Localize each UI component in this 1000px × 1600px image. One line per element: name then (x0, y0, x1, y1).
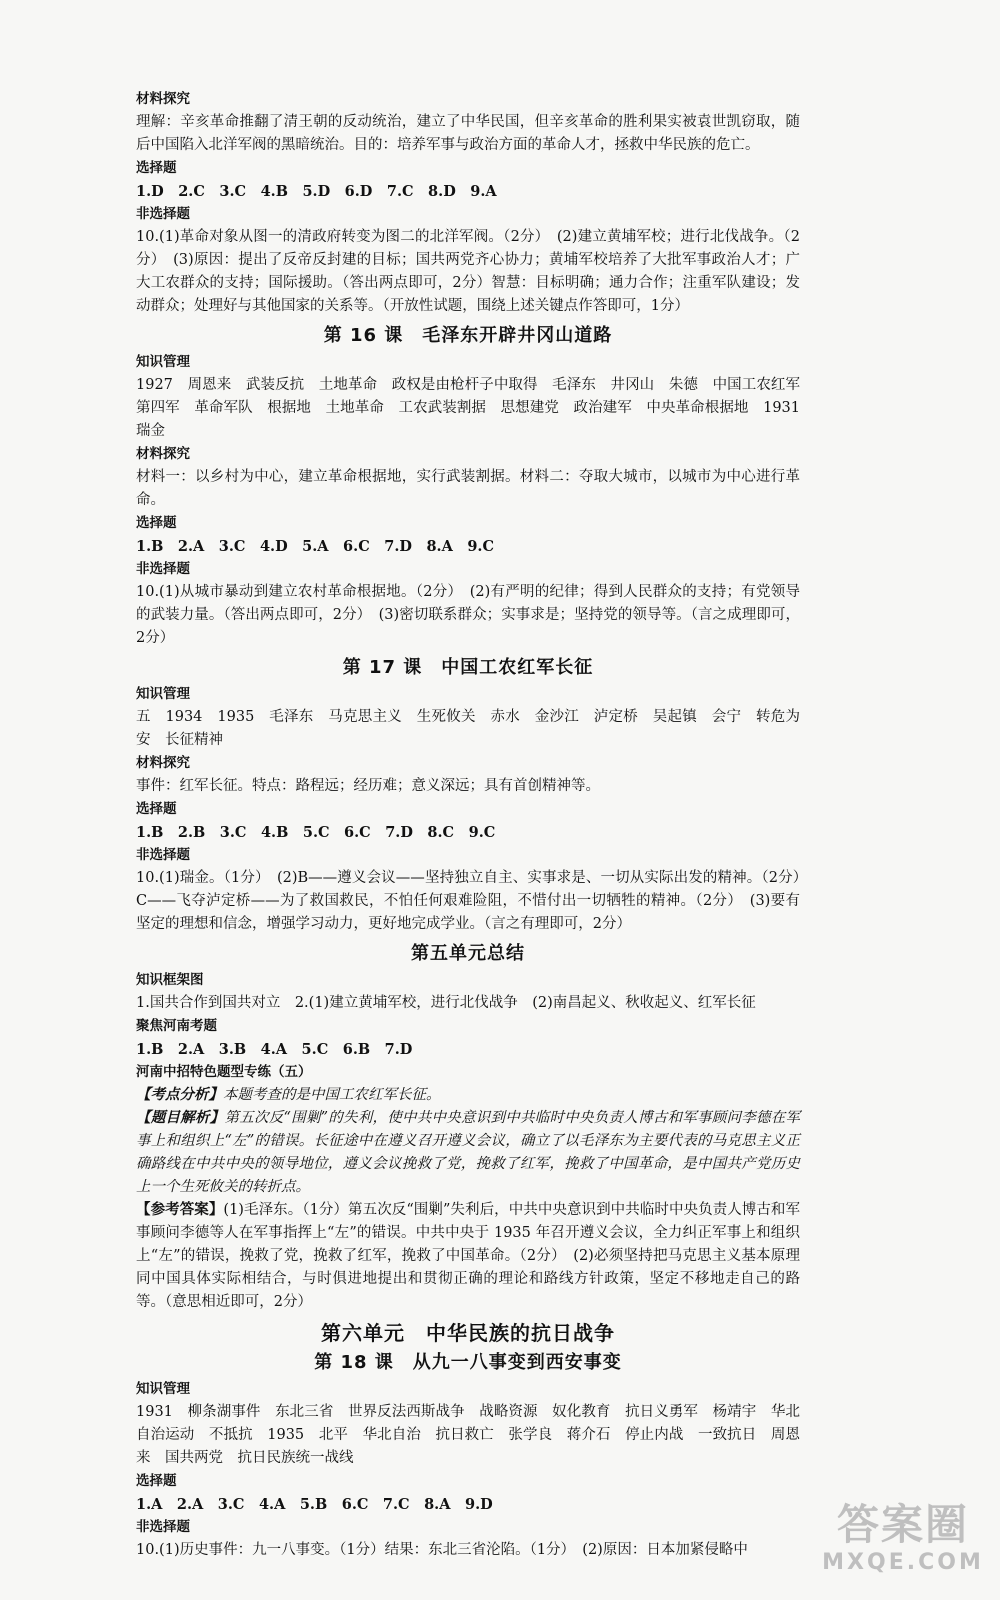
reference-answer-tag: 【参考答案】 (136, 1202, 224, 1218)
section-label-special: 河南中招特色题型专练（五） (136, 1064, 312, 1080)
choice-answers: 1.A 2.A 3.C 4.A 5.B 6.C 7.C 8.A 9.D (136, 1496, 493, 1513)
section-label-knowledge: 知识管理 (136, 686, 190, 702)
material-answer: 理解：辛亥革命推翻了清王朝的反动统治，建立了中华民国，但辛亥革命的胜利果实被袁世凯窃取，随后中国陷入北洋军阀的黑暗统治。目的：培养军事与政治方面的革命人才，拯救中华民族的危亡。 (136, 114, 800, 153)
knowledge-answer: 1927 周恩来 武装反抗 土地革命 政权是由枪杆子中取得 毛泽东 井冈山 朱德 中国工农红军第四军 革命军队 根据地 土地革命 工农武装割据 思想建党 政治建军 中央革命根据地 1931 瑞金 (136, 377, 815, 439)
section-label-choice: 选择题 (136, 1473, 177, 1489)
choice-answers: 1.B 2.B 3.C 4.B 5.C 6.C 7.D 8.C 9.C (136, 824, 496, 841)
nonchoice-answer: 10.(1)从城市暴动到建立农村革命根据地。（2分） (2)有严明的纪律；得到人民群众的支持；有党领导的武装力量。（答出两点即可，2分） (3)密切联系群众；实事求是；坚持党的领导等。（言之成理即可，2分） (136, 584, 800, 646)
section-label-choice: 选择题 (136, 160, 177, 176)
parse-text: 第五次反“围剿”的失利，使中共中央意识到中共临时中央负责人博古和军事顾问李德在军事上和组织上“左”的错误。长征途中在遵义召开遵义会议，确立了以毛泽东为主要代表的马克思主义正确路线在中共中央的领导地位，遵义会议挽救了党，挽救了红军，挽救了中国革命，是中国共产党历史上一个生死攸关的转折点。 (136, 1110, 801, 1195)
lesson-17-title: 第 17 课 中国工农红军长征 (342, 657, 594, 678)
nonchoice-answer: 10.(1)历史事件：九一八事变。（1分）结果：东北三省沦陷。（1分） (2)原因：日本加紧侵略中 (136, 1542, 748, 1558)
nonchoice-answer: 10.(1)瑞金。（1分） (2)B——遵义会议——坚持独立自主、实事求是、一切从实际出发的精神。（2分）C——飞夺泸定桥——为了救国救民，不怕任何艰难险阻，不惜付出一切牺牲的精神。（2分） (3)要有坚定的理想和信念，增强学习动力，更好地完成学业。（言之有理即可，2分） (136, 870, 800, 932)
watermark-big-text: 答案圈 (836, 1500, 969, 1549)
henan-choice-answers: 1.B 2.A 3.B 4.A 5.C 6.B 7.D (136, 1041, 413, 1058)
watermark-url: MXQE.COM (822, 1550, 984, 1575)
section-label-choice: 选择题 (136, 515, 177, 531)
parse-paragraph (136, 1107, 800, 1199)
answer-page (136, 88, 815, 1562)
material-answer: 事件：红军长征。特点：路程远；经历难；意义深远；具有首创精神等。 (136, 778, 600, 794)
analysis-tag: 【考点分析】 (136, 1087, 223, 1103)
choice-answers: 1.D 2.C 3.C 4.B 5.D 6.D 7.C 8.D 9.A (136, 183, 497, 200)
parse-tag: 【题目解析】 (136, 1110, 225, 1126)
section-label-nonchoice: 非选择题 (136, 1519, 190, 1535)
knowledge-answer: 五 1934 1935 毛泽东 马克思主义 生死攸关 赤水 金沙江 泸定桥 吴起镇 会宁 转危为安 长征精神 (136, 709, 800, 748)
choice-answers: 1.B 2.A 3.C 4.D 5.A 6.C 7.D 8.A 9.C (136, 538, 495, 555)
section-label-choice: 选择题 (136, 801, 177, 817)
lesson-18-title: 第 18 课 从九一八事变到西安事变 (314, 1352, 622, 1373)
unit-6-title: 第六单元 中华民族的抗日战争 (321, 1321, 615, 1345)
lesson-16-title: 第 16 课 毛泽东开辟井冈山道路 (323, 325, 613, 346)
material-answer: 材料一：以乡村为中心，建立革命根据地，实行武装割据。材料二：夺取大城市，以城市为中心进行革命。 (136, 469, 800, 508)
section-label-nonchoice: 非选择题 (136, 847, 190, 863)
section-label-material: 材料探究 (136, 755, 190, 771)
section-label-knowledge: 知识管理 (136, 354, 190, 370)
section-label-material: 材料探究 (136, 446, 190, 462)
section-label-henan: 聚焦河南考题 (136, 1018, 217, 1034)
reference-answer-text: (1)毛泽东。（1分）第五次反“围剿”失利后，中共中央意识到中共临时中央负责人博古和军事顾问李德等人在军事指挥上“左”的错误。中共中央于 1935 年召开遵义会议，全力纠正军事上和组织上“左”的错误，挽救了党，挽救了红军，挽救了中国革命。（2分） (2)必须坚持把马克思主义基本原理同中国具体实际相结合，与时俱进地提出和贯彻正确的理论和路线方针政策，坚定不移地走自己的路等。（意思相近即可，2分） (136, 1202, 801, 1310)
section-label-nonchoice: 非选择题 (136, 561, 190, 577)
reference-answer-paragraph (136, 1199, 800, 1314)
watermark-logo (818, 1500, 988, 1590)
knowledge-answer: 1931 柳条湖事件 东北三省 世界反法西斯战争 战略资源 奴化教育 抗日义勇军 杨靖宇 华北自治运动 不抵抗 1935 北平 华北自治 抗日救亡 张学良 蒋介石 停止内战 一致抗日 周恩来 国共两党 抗日民族统一战线 (136, 1404, 800, 1466)
nonchoice-answer: 10.(1)革命对象从图一的清政府转变为图二的北洋军阀。（2分） (2)建立黄埔军校；进行北伐战争。（2分） (3)原因：提出了反帝反封建的目标；国共两党齐心协力；黄埔军校培养了大批军事政治人才；广大工农群众的支持；国际援助。（答出两点即可，2分）智慧：目标明确；通力合作；注重军队建设；发动群众；处理好与其他国家的关系等。（开放性试题，围绕上述关键点作答即可，1分） (136, 229, 800, 314)
section-label-knowledge: 知识管理 (136, 1381, 190, 1397)
section-label-nonchoice: 非选择题 (136, 206, 190, 222)
section-label-framework: 知识框架图 (136, 972, 204, 988)
section-label-material: 材料探究 (136, 91, 190, 107)
analysis-paragraph (136, 1084, 800, 1107)
analysis-text: 本题考查的是中国工农红军长征。 (223, 1087, 441, 1103)
framework-answer: 1.国共合作到国共对立 2.(1)建立黄埔军校，进行北伐战争 (2)南昌起义、秋收起义、红军长征 (136, 995, 756, 1011)
unit-5-summary-title: 第五单元总结 (411, 943, 525, 964)
